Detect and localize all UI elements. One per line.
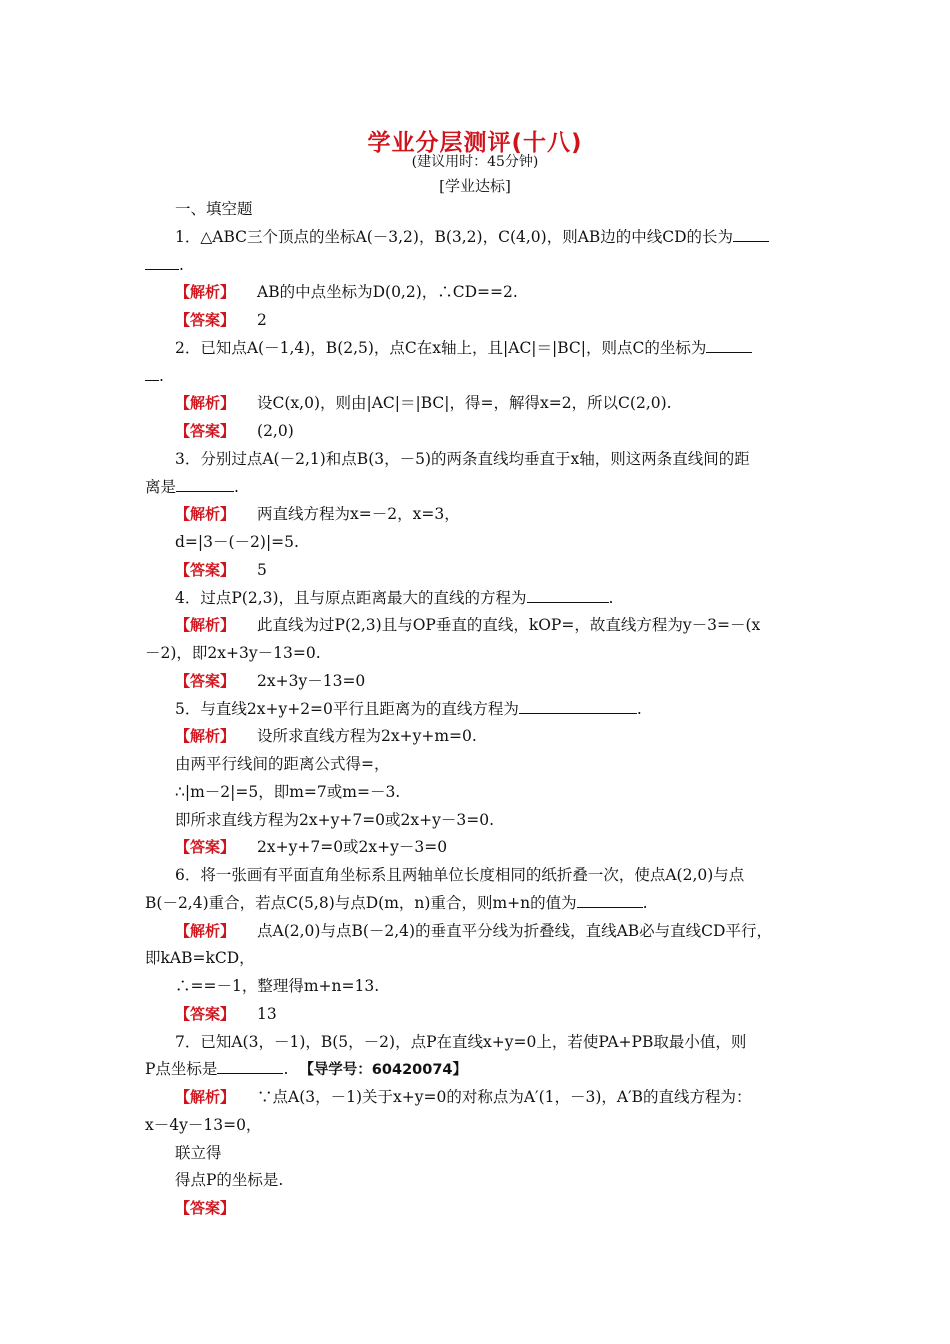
question-text: 1．△ABC三个顶点的坐标A(－3,2)，B(3,2)，C(4,0)，则AB边的中线CD的长为 bbox=[175, 228, 734, 246]
answer-tag: 【答案】 bbox=[175, 422, 236, 440]
answer-blank bbox=[577, 892, 643, 908]
solution-5-line4: 即所求直线方程为2x+y+7=0或2x+y－3=0. bbox=[175, 811, 495, 829]
question-6: 6．将一张画有平面直角坐标系且两轴单位长度相同的纸折叠一次，使点A(2,0)与点 bbox=[175, 866, 745, 884]
question-2: 2．已知点A(－1,4)，B(2,5)，点C在x轴上，且|AC|＝|BC|，则点C的坐标为 bbox=[175, 337, 815, 359]
answer-1: 【答案】 2 bbox=[175, 311, 267, 329]
analysis-tag: 【解析】 bbox=[175, 283, 236, 301]
question-1 bbox=[175, 226, 815, 248]
solution-4-line2: －2)，即2x+3y－13=0. bbox=[145, 644, 321, 662]
answer-blank bbox=[527, 587, 609, 603]
question-5: 5．与直线2x+y+2=0平行且距离为的直线方程为 . bbox=[175, 700, 642, 718]
question-6-cont: B(－2,4)重合，若点C(5,8)与点D(m，n)重合，则m+n的值为 . bbox=[145, 894, 648, 912]
part-heading: 一、填空题 bbox=[175, 200, 253, 218]
answer-blank bbox=[145, 365, 159, 381]
answer-tag: 【答案】 bbox=[175, 561, 236, 579]
answer-blank bbox=[176, 476, 234, 492]
answer-blank bbox=[706, 337, 752, 353]
section-heading: [学业达标] bbox=[439, 177, 511, 195]
answer-6: 【答案】 13 bbox=[175, 1005, 277, 1023]
answer-tag: 【答案】 bbox=[175, 1199, 236, 1217]
solution-6-line3: ∴==－1，整理得m+n=13. bbox=[175, 977, 380, 995]
solution-1: 【解析】 AB的中点坐标为D(0,2)，∴CD==2. bbox=[175, 283, 518, 301]
reference-number: 【导学号：60420074】 bbox=[299, 1062, 468, 1078]
answer-blank bbox=[217, 1058, 283, 1074]
answer-5: 【答案】 2x+y+7=0或2x+y－3=0 bbox=[175, 838, 448, 856]
solution-5-line3: ∴|m－2|=5，即m=7或m=－3. bbox=[175, 783, 401, 801]
analysis-tag: 【解析】 bbox=[175, 505, 236, 523]
question-3-cont: 离是 . bbox=[145, 478, 239, 496]
question-3: 3．分别过点A(－2,1)和点B(3，－5)的两条直线均垂直于x轴，则这两条直线间的距 bbox=[175, 450, 750, 468]
answer-blank bbox=[733, 226, 769, 242]
question-7-cont: P点坐标是 . 【导学号：60420074】 bbox=[145, 1060, 468, 1078]
solution-6-line2: 即kAB=kCD， bbox=[145, 949, 255, 967]
answer-tag: 【答案】 bbox=[175, 838, 236, 856]
solution-7-line2: x－4y－13=0， bbox=[145, 1116, 262, 1134]
question-2-cont: . bbox=[145, 365, 815, 387]
question-4: 4．过点P(2,3)，且与原点距离最大的直线的方程为 . bbox=[175, 589, 614, 607]
answer-tag: 【答案】 bbox=[175, 672, 236, 690]
solution-5-line2: 由两平行线间的距离公式得=， bbox=[175, 755, 390, 773]
solution-7-line3: 联立得 bbox=[175, 1144, 222, 1162]
answer-4: 【答案】 2x+3y－13=0 bbox=[175, 672, 366, 690]
solution-7-line4: 得点P的坐标是. bbox=[175, 1171, 284, 1189]
answer-2: 【答案】 (2,0) bbox=[175, 422, 294, 440]
answer-blank bbox=[519, 698, 637, 714]
suggested-time: (建议用时：45分钟) bbox=[411, 154, 539, 170]
answer-tag: 【答案】 bbox=[175, 1005, 236, 1023]
solution-7: 【解析】 ∵点A(3，－1)关于x+y=0的对称点为A′(1，－3)，A′B的直线方程为： bbox=[175, 1088, 752, 1106]
solution-5: 【解析】 设所求直线方程为2x+y+m=0. bbox=[175, 727, 477, 745]
answer-3: 【答案】 5 bbox=[175, 561, 267, 579]
page-title: 学业分层测评(十八) bbox=[367, 130, 583, 156]
solution-2: 【解析】 设C(x,0)，则由|AC|＝|BC|，得=，解得x=2，所以C(2,0). bbox=[175, 394, 672, 412]
analysis-tag: 【解析】 bbox=[175, 922, 236, 940]
question-7: 7．已知A(3，－1)，B(5，－2)，点P在直线x+y=0上，若使PA+PB取最小值，则 bbox=[175, 1033, 747, 1051]
answer-blank bbox=[145, 254, 179, 270]
answer-tag: 【答案】 bbox=[175, 311, 236, 329]
analysis-tag: 【解析】 bbox=[175, 1088, 236, 1106]
analysis-tag: 【解析】 bbox=[175, 394, 236, 412]
analysis-tag: 【解析】 bbox=[175, 727, 236, 745]
solution-3: 【解析】 两直线方程为x=－2，x=3， bbox=[175, 505, 460, 523]
analysis-tag: 【解析】 bbox=[175, 616, 236, 634]
solution-3-line2: d=|3－(－2)|=5. bbox=[175, 533, 299, 551]
question-1-cont: . bbox=[145, 254, 815, 276]
answer-7 bbox=[175, 1197, 815, 1219]
solution-4: 【解析】 此直线为过P(2,3)且与OP垂直的直线，kOP=，故直线方程为y－3=－(x bbox=[175, 616, 761, 634]
solution-6: 【解析】 点A(2,0)与点B(－2,4)的垂直平分线为折叠线，直线AB必与直线CD平行， bbox=[175, 922, 772, 940]
